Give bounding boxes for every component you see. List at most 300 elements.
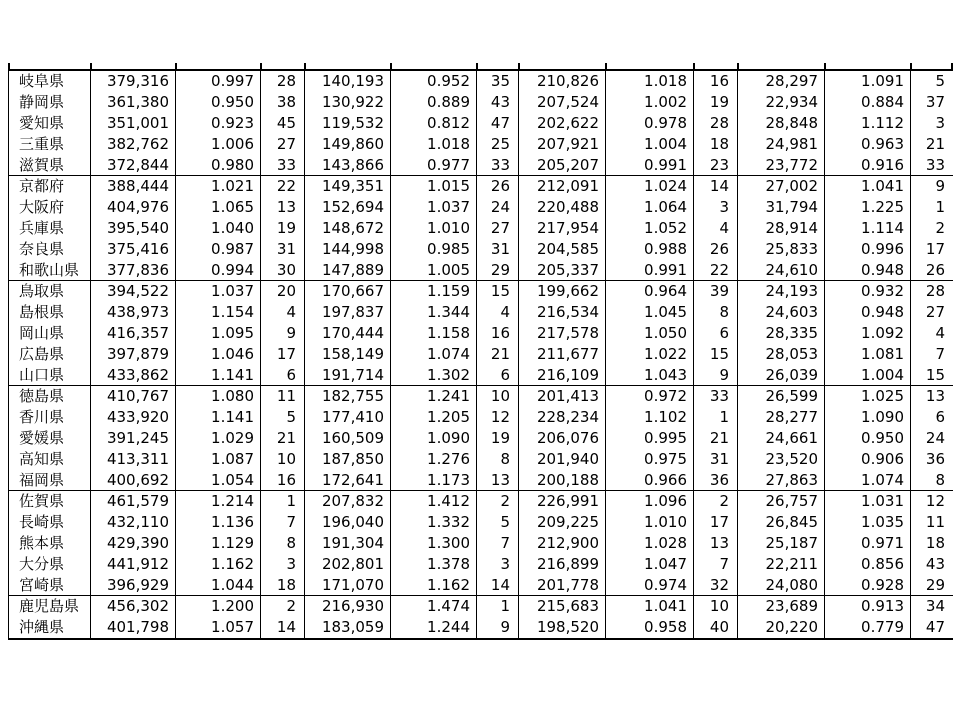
value-cell: 372,844 xyxy=(91,154,176,175)
table-row xyxy=(9,343,954,364)
value-cell: 0.975 xyxy=(606,448,694,469)
value-cell: 404,976 xyxy=(91,197,176,218)
value-cell: 24,080 xyxy=(738,574,825,595)
value-cell: 1.002 xyxy=(606,92,694,113)
value-cell: 0.906 xyxy=(825,448,911,469)
value-cell: 0.980 xyxy=(176,154,261,175)
column-tick xyxy=(304,63,306,69)
rank-cell: 3 xyxy=(477,553,519,574)
rank-cell: 13 xyxy=(261,197,305,218)
rank-cell: 4 xyxy=(261,302,305,323)
value-cell: 351,001 xyxy=(91,113,176,134)
prefecture-cell: 岐阜県 xyxy=(9,71,91,92)
rank-cell: 3 xyxy=(261,553,305,574)
rank-cell: 26 xyxy=(911,259,954,280)
value-cell: 1.041 xyxy=(606,595,694,616)
rank-cell: 13 xyxy=(477,469,519,490)
value-cell: 24,981 xyxy=(738,133,825,154)
value-cell: 0.916 xyxy=(825,154,911,175)
rank-cell: 14 xyxy=(694,175,738,196)
value-cell: 0.978 xyxy=(606,113,694,134)
value-cell: 202,622 xyxy=(519,113,606,134)
value-cell: 25,187 xyxy=(738,533,825,554)
rank-cell: 18 xyxy=(261,574,305,595)
rank-cell: 35 xyxy=(477,71,519,92)
value-cell: 1.010 xyxy=(606,512,694,533)
rank-cell: 43 xyxy=(477,92,519,113)
value-cell: 24,193 xyxy=(738,280,825,301)
value-cell: 401,798 xyxy=(91,617,176,639)
table-row xyxy=(9,302,954,323)
rank-cell: 33 xyxy=(261,154,305,175)
value-cell: 1.162 xyxy=(176,553,261,574)
value-cell: 170,444 xyxy=(305,323,391,344)
value-cell: 0.994 xyxy=(176,259,261,280)
table-row xyxy=(9,364,954,385)
value-cell: 171,070 xyxy=(305,574,391,595)
value-cell: 1.035 xyxy=(825,512,911,533)
value-cell: 1.005 xyxy=(391,259,477,280)
rank-cell: 13 xyxy=(694,533,738,554)
value-cell: 0.932 xyxy=(825,280,911,301)
value-cell: 1.162 xyxy=(391,574,477,595)
table-row xyxy=(9,218,954,239)
rank-cell: 11 xyxy=(261,385,305,406)
value-cell: 0.996 xyxy=(825,238,911,259)
value-cell: 1.344 xyxy=(391,302,477,323)
rank-cell: 3 xyxy=(911,113,954,134)
value-cell: 207,832 xyxy=(305,490,391,511)
rank-cell: 28 xyxy=(694,113,738,134)
value-cell: 1.378 xyxy=(391,553,477,574)
rank-cell: 19 xyxy=(477,428,519,449)
value-cell: 26,039 xyxy=(738,364,825,385)
rank-cell: 5 xyxy=(911,71,954,92)
value-cell: 212,900 xyxy=(519,533,606,554)
value-cell: 28,053 xyxy=(738,343,825,364)
rank-cell: 36 xyxy=(911,448,954,469)
value-cell: 28,277 xyxy=(738,407,825,428)
table-row xyxy=(9,71,954,92)
value-cell: 1.092 xyxy=(825,323,911,344)
rank-cell: 15 xyxy=(477,280,519,301)
rank-cell: 6 xyxy=(694,323,738,344)
value-cell: 1.412 xyxy=(391,490,477,511)
value-cell: 1.129 xyxy=(176,533,261,554)
rank-cell: 7 xyxy=(694,553,738,574)
value-cell: 379,316 xyxy=(91,71,176,92)
rank-cell: 12 xyxy=(477,407,519,428)
value-cell: 160,509 xyxy=(305,428,391,449)
table-row xyxy=(9,385,954,406)
value-cell: 147,889 xyxy=(305,259,391,280)
prefecture-cell: 徳島県 xyxy=(9,385,91,406)
prefecture-cell: 福岡県 xyxy=(9,469,91,490)
rank-cell: 8 xyxy=(694,302,738,323)
value-cell: 130,922 xyxy=(305,92,391,113)
value-cell: 220,488 xyxy=(519,197,606,218)
rank-cell: 1 xyxy=(911,197,954,218)
value-cell: 143,866 xyxy=(305,154,391,175)
rank-cell: 4 xyxy=(911,323,954,344)
value-cell: 375,416 xyxy=(91,238,176,259)
value-cell: 1.112 xyxy=(825,113,911,134)
value-cell: 1.090 xyxy=(825,407,911,428)
rank-cell: 27 xyxy=(261,133,305,154)
value-cell: 212,091 xyxy=(519,175,606,196)
rank-cell: 17 xyxy=(694,512,738,533)
rank-cell: 37 xyxy=(911,92,954,113)
value-cell: 23,772 xyxy=(738,154,825,175)
prefecture-cell: 滋賀県 xyxy=(9,154,91,175)
value-cell: 1.332 xyxy=(391,512,477,533)
prefecture-cell: 鳥取県 xyxy=(9,280,91,301)
value-cell: 410,767 xyxy=(91,385,176,406)
value-cell: 22,934 xyxy=(738,92,825,113)
rank-cell: 6 xyxy=(261,364,305,385)
value-cell: 1.244 xyxy=(391,617,477,639)
value-cell: 1.021 xyxy=(176,175,261,196)
column-tick xyxy=(90,63,92,69)
value-cell: 1.214 xyxy=(176,490,261,511)
rank-cell: 34 xyxy=(911,595,954,616)
value-cell: 31,794 xyxy=(738,197,825,218)
table-row xyxy=(9,280,954,301)
value-cell: 205,207 xyxy=(519,154,606,175)
value-cell: 1.040 xyxy=(176,218,261,239)
rank-cell: 38 xyxy=(261,92,305,113)
value-cell: 1.074 xyxy=(825,469,911,490)
rank-cell: 21 xyxy=(477,343,519,364)
value-cell: 394,522 xyxy=(91,280,176,301)
rank-cell: 2 xyxy=(261,595,305,616)
rank-cell: 22 xyxy=(694,259,738,280)
rank-cell: 5 xyxy=(477,512,519,533)
value-cell: 1.031 xyxy=(825,490,911,511)
prefecture-cell: 大阪府 xyxy=(9,197,91,218)
value-cell: 396,929 xyxy=(91,574,176,595)
value-cell: 1.047 xyxy=(606,553,694,574)
value-cell: 201,940 xyxy=(519,448,606,469)
value-cell: 0.995 xyxy=(606,428,694,449)
value-cell: 0.812 xyxy=(391,113,477,134)
column-tick xyxy=(910,63,912,69)
value-cell: 400,692 xyxy=(91,469,176,490)
value-cell: 0.923 xyxy=(176,113,261,134)
value-cell: 216,899 xyxy=(519,553,606,574)
value-cell: 0.950 xyxy=(825,428,911,449)
prefecture-cell: 京都府 xyxy=(9,175,91,196)
rank-cell: 8 xyxy=(911,469,954,490)
value-cell: 1.158 xyxy=(391,323,477,344)
value-cell: 211,677 xyxy=(519,343,606,364)
prefecture-data-table xyxy=(8,70,953,640)
value-cell: 0.948 xyxy=(825,259,911,280)
value-cell: 1.024 xyxy=(606,175,694,196)
value-cell: 0.948 xyxy=(825,302,911,323)
value-cell: 27,002 xyxy=(738,175,825,196)
rank-cell: 31 xyxy=(694,448,738,469)
table-header-cutoff xyxy=(8,48,953,70)
value-cell: 196,040 xyxy=(305,512,391,533)
value-cell: 456,302 xyxy=(91,595,176,616)
table-row xyxy=(9,469,954,490)
table-row xyxy=(9,323,954,344)
rank-cell: 2 xyxy=(911,218,954,239)
rank-cell: 5 xyxy=(261,407,305,428)
rank-cell: 4 xyxy=(477,302,519,323)
value-cell: 28,848 xyxy=(738,113,825,134)
value-cell: 201,413 xyxy=(519,385,606,406)
value-cell: 413,311 xyxy=(91,448,176,469)
prefecture-cell: 熊本県 xyxy=(9,533,91,554)
value-cell: 1.010 xyxy=(391,218,477,239)
rank-cell: 20 xyxy=(261,280,305,301)
column-tick xyxy=(390,63,392,69)
table-row xyxy=(9,407,954,428)
rank-cell: 32 xyxy=(694,574,738,595)
rank-cell: 33 xyxy=(477,154,519,175)
value-cell: 28,914 xyxy=(738,218,825,239)
rank-cell: 28 xyxy=(261,71,305,92)
value-cell: 1.173 xyxy=(391,469,477,490)
rank-cell: 21 xyxy=(911,133,954,154)
column-tick xyxy=(737,63,739,69)
value-cell: 1.302 xyxy=(391,364,477,385)
rank-cell: 10 xyxy=(261,448,305,469)
rank-cell: 17 xyxy=(261,343,305,364)
prefecture-cell: 佐賀県 xyxy=(9,490,91,511)
table-row xyxy=(9,448,954,469)
rank-cell: 24 xyxy=(477,197,519,218)
column-tick xyxy=(8,63,10,69)
table-row xyxy=(9,490,954,511)
value-cell: 25,833 xyxy=(738,238,825,259)
value-cell: 205,337 xyxy=(519,259,606,280)
table-row xyxy=(9,133,954,154)
value-cell: 140,193 xyxy=(305,71,391,92)
table-row xyxy=(9,113,954,134)
rank-cell: 10 xyxy=(477,385,519,406)
rank-cell: 6 xyxy=(477,364,519,385)
value-cell: 23,520 xyxy=(738,448,825,469)
value-cell: 1.141 xyxy=(176,407,261,428)
value-cell: 1.029 xyxy=(176,428,261,449)
value-cell: 24,603 xyxy=(738,302,825,323)
value-cell: 1.037 xyxy=(391,197,477,218)
value-cell: 158,149 xyxy=(305,343,391,364)
value-cell: 0.928 xyxy=(825,574,911,595)
value-cell: 1.080 xyxy=(176,385,261,406)
value-cell: 433,920 xyxy=(91,407,176,428)
value-cell: 216,534 xyxy=(519,302,606,323)
table-row xyxy=(9,259,954,280)
rank-cell: 27 xyxy=(477,218,519,239)
value-cell: 182,755 xyxy=(305,385,391,406)
rank-cell: 6 xyxy=(911,407,954,428)
value-cell: 217,578 xyxy=(519,323,606,344)
prefecture-cell: 三重県 xyxy=(9,133,91,154)
value-cell: 1.090 xyxy=(391,428,477,449)
value-cell: 200,188 xyxy=(519,469,606,490)
document-page xyxy=(8,48,953,648)
rank-cell: 33 xyxy=(694,385,738,406)
rank-cell: 18 xyxy=(911,533,954,554)
value-cell: 1.015 xyxy=(391,175,477,196)
table-row xyxy=(9,175,954,196)
rank-cell: 31 xyxy=(261,238,305,259)
column-tick xyxy=(260,63,262,69)
rank-cell: 8 xyxy=(477,448,519,469)
value-cell: 0.952 xyxy=(391,71,477,92)
rank-cell: 26 xyxy=(477,175,519,196)
value-cell: 1.043 xyxy=(606,364,694,385)
table-row xyxy=(9,512,954,533)
rank-cell: 47 xyxy=(911,617,954,639)
prefecture-cell: 愛媛県 xyxy=(9,428,91,449)
value-cell: 1.159 xyxy=(391,280,477,301)
value-cell: 152,694 xyxy=(305,197,391,218)
value-cell: 1.081 xyxy=(825,343,911,364)
rank-cell: 9 xyxy=(694,364,738,385)
value-cell: 24,610 xyxy=(738,259,825,280)
rank-cell: 2 xyxy=(694,490,738,511)
column-tick xyxy=(175,63,177,69)
prefecture-cell: 宮崎県 xyxy=(9,574,91,595)
rank-cell: 19 xyxy=(694,92,738,113)
value-cell: 191,304 xyxy=(305,533,391,554)
value-cell: 391,245 xyxy=(91,428,176,449)
value-cell: 0.950 xyxy=(176,92,261,113)
rank-cell: 16 xyxy=(477,323,519,344)
column-tick xyxy=(518,63,520,69)
value-cell: 1.004 xyxy=(606,133,694,154)
value-cell: 26,599 xyxy=(738,385,825,406)
value-cell: 388,444 xyxy=(91,175,176,196)
value-cell: 1.102 xyxy=(606,407,694,428)
rank-cell: 4 xyxy=(694,218,738,239)
rank-cell: 1 xyxy=(261,490,305,511)
table-row xyxy=(9,553,954,574)
value-cell: 0.977 xyxy=(391,154,477,175)
rank-cell: 36 xyxy=(694,469,738,490)
value-cell: 432,110 xyxy=(91,512,176,533)
value-cell: 1.057 xyxy=(176,617,261,639)
rank-cell: 1 xyxy=(694,407,738,428)
value-cell: 0.913 xyxy=(825,595,911,616)
value-cell: 28,335 xyxy=(738,323,825,344)
value-cell: 26,845 xyxy=(738,512,825,533)
value-cell: 226,991 xyxy=(519,490,606,511)
prefecture-cell: 岡山県 xyxy=(9,323,91,344)
value-cell: 1.065 xyxy=(176,197,261,218)
rank-cell: 1 xyxy=(477,595,519,616)
prefecture-cell: 山口県 xyxy=(9,364,91,385)
rank-cell: 22 xyxy=(261,175,305,196)
value-cell: 26,757 xyxy=(738,490,825,511)
rank-cell: 28 xyxy=(911,280,954,301)
value-cell: 216,109 xyxy=(519,364,606,385)
table-row xyxy=(9,617,954,639)
value-cell: 0.985 xyxy=(391,238,477,259)
value-cell: 1.028 xyxy=(606,533,694,554)
value-cell: 0.997 xyxy=(176,71,261,92)
value-cell: 183,059 xyxy=(305,617,391,639)
rank-cell: 9 xyxy=(911,175,954,196)
value-cell: 0.958 xyxy=(606,617,694,639)
rank-cell: 24 xyxy=(911,428,954,449)
rank-cell: 19 xyxy=(261,218,305,239)
value-cell: 461,579 xyxy=(91,490,176,511)
value-cell: 0.972 xyxy=(606,385,694,406)
value-cell: 27,863 xyxy=(738,469,825,490)
rank-cell: 21 xyxy=(261,428,305,449)
value-cell: 198,520 xyxy=(519,617,606,639)
value-cell: 429,390 xyxy=(91,533,176,554)
prefecture-cell: 静岡県 xyxy=(9,92,91,113)
value-cell: 1.200 xyxy=(176,595,261,616)
value-cell: 0.964 xyxy=(606,280,694,301)
value-cell: 0.974 xyxy=(606,574,694,595)
value-cell: 0.987 xyxy=(176,238,261,259)
value-cell: 1.087 xyxy=(176,448,261,469)
rank-cell: 26 xyxy=(694,238,738,259)
rank-cell: 25 xyxy=(477,133,519,154)
value-cell: 1.050 xyxy=(606,323,694,344)
rank-cell: 2 xyxy=(477,490,519,511)
prefecture-cell: 奈良県 xyxy=(9,238,91,259)
value-cell: 1.052 xyxy=(606,218,694,239)
value-cell: 0.966 xyxy=(606,469,694,490)
value-cell: 397,879 xyxy=(91,343,176,364)
rank-cell: 18 xyxy=(694,133,738,154)
rank-cell: 33 xyxy=(911,154,954,175)
rank-cell: 29 xyxy=(477,259,519,280)
value-cell: 207,921 xyxy=(519,133,606,154)
value-cell: 1.095 xyxy=(176,323,261,344)
value-cell: 1.154 xyxy=(176,302,261,323)
value-cell: 177,410 xyxy=(305,407,391,428)
rank-cell: 29 xyxy=(911,574,954,595)
value-cell: 0.884 xyxy=(825,92,911,113)
value-cell: 28,297 xyxy=(738,71,825,92)
value-cell: 217,954 xyxy=(519,218,606,239)
prefecture-cell: 広島県 xyxy=(9,343,91,364)
value-cell: 0.963 xyxy=(825,133,911,154)
rank-cell: 21 xyxy=(694,428,738,449)
value-cell: 0.889 xyxy=(391,92,477,113)
value-cell: 1.018 xyxy=(606,71,694,92)
value-cell: 206,076 xyxy=(519,428,606,449)
value-cell: 1.241 xyxy=(391,385,477,406)
value-cell: 199,662 xyxy=(519,280,606,301)
prefecture-cell: 沖縄県 xyxy=(9,617,91,639)
value-cell: 438,973 xyxy=(91,302,176,323)
table-row xyxy=(9,197,954,218)
table-row xyxy=(9,428,954,449)
value-cell: 144,998 xyxy=(305,238,391,259)
prefecture-cell: 香川県 xyxy=(9,407,91,428)
value-cell: 1.025 xyxy=(825,385,911,406)
rank-cell: 30 xyxy=(261,259,305,280)
value-cell: 215,683 xyxy=(519,595,606,616)
rank-cell: 15 xyxy=(694,343,738,364)
value-cell: 1.225 xyxy=(825,197,911,218)
value-cell: 1.045 xyxy=(606,302,694,323)
value-cell: 1.074 xyxy=(391,343,477,364)
value-cell: 0.971 xyxy=(825,533,911,554)
rank-cell: 3 xyxy=(694,197,738,218)
